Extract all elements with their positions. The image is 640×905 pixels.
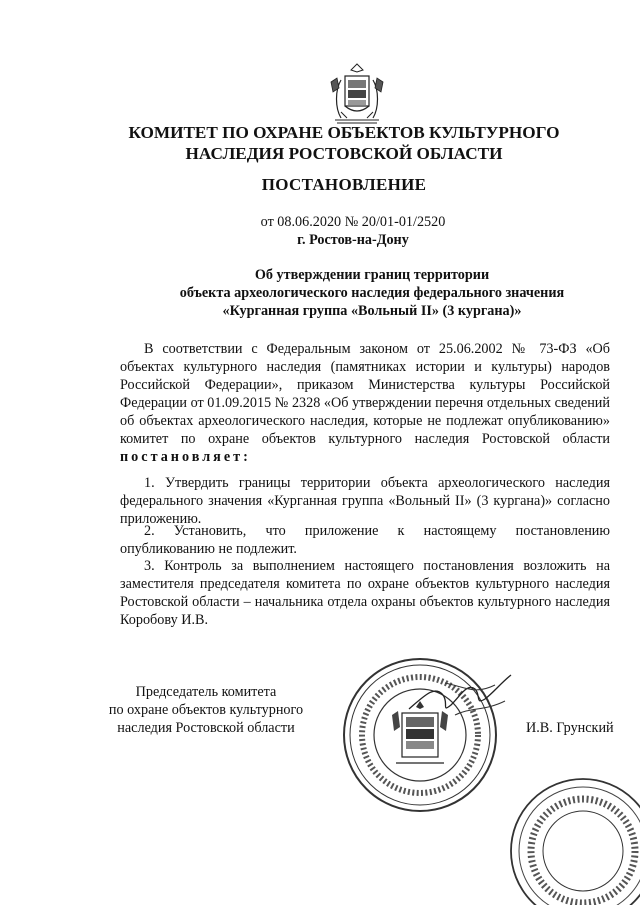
document-city: г. Ростов-на-Дону xyxy=(297,232,409,248)
signatory-title-line-2: по охране объектов культурного xyxy=(108,702,304,718)
document-subject xyxy=(0,266,640,320)
signatory-name: И.В. Грунский xyxy=(526,720,614,736)
document-type: ПОСТАНОВЛЕНИЕ xyxy=(261,175,427,194)
secondary-seal-stamp xyxy=(497,765,640,905)
decree-word: постановляет: xyxy=(120,449,251,465)
org-line-2: НАСЛЕДИЯ РОСТОВСКОЙ ОБЛАСТИ xyxy=(185,144,503,163)
item-3-paragraph: 3. Контроль за выполнением настоящего постановления возложить на заместителя председателя комитета по охране объектов культурного наследия Ростовской области – начальника отдела охраны объектов культурного наследия Коробову И.В. xyxy=(120,558,610,628)
handwritten-signature xyxy=(405,665,515,725)
organization-name xyxy=(0,122,640,164)
item-2-paragraph: 2. Установить, что приложение к настоящему постановлению опубликованию не подлежит. xyxy=(120,523,610,557)
item-1-paragraph: 1. Утвердить границы территории объекта археологического наследия федерального значения «Курганная группа «Вольный II» (3 кургана)» согласно приложению. xyxy=(120,475,610,527)
org-line-1: КОМИТЕТ ПО ОХРАНЕ ОБЪЕКТОВ КУЛЬТУРНОГО xyxy=(128,123,560,142)
document-date-number: от 08.06.2020 № 20/01-01/2520 xyxy=(260,214,446,230)
preamble-text: В соответствии с Федеральным законом от 25.06.2002 № 73-ФЗ «Об объектах культурного наследия (памятниках истории и культуры) народов Российской Федерации», приказом Министерства культуры Российской Федерации от 01.09.2015 № 2328 «Об утверждении перечня отдельных сведений об объектах археологического наследия, которые не подлежат опубликованию» комитет по охране объектов культурного наследия Ростовской области xyxy=(120,341,610,447)
signatory-title xyxy=(86,683,326,737)
subject-line-3: «Курганная группа «Вольный II» (3 кургана)» xyxy=(222,303,522,319)
coat-of-arms-icon xyxy=(327,62,387,126)
subject-line-2: объекта археологического наследия федерального значения xyxy=(179,285,565,301)
signatory-title-line-1: Председатель комитета xyxy=(135,684,277,700)
signatory-title-line-3: наследия Ростовской области xyxy=(117,720,295,736)
subject-line-1: Об утверждении границ территории xyxy=(254,267,490,283)
preamble-paragraph xyxy=(120,340,610,466)
